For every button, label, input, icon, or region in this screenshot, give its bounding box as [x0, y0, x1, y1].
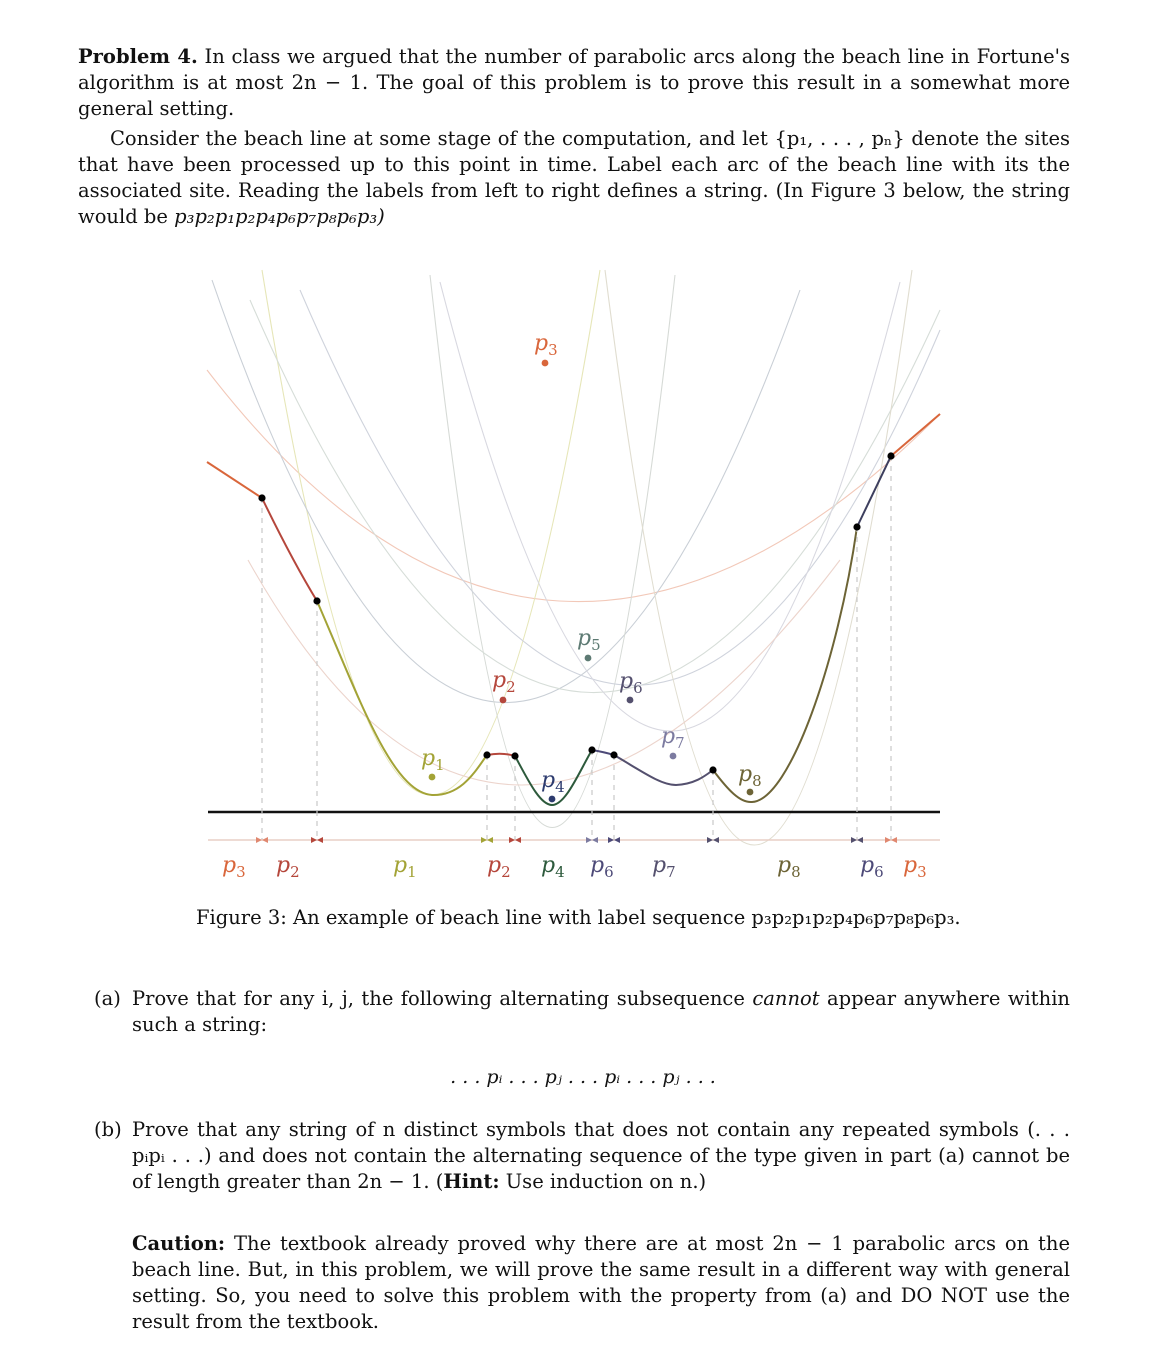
- seq-label: $p_8$: [777, 853, 801, 881]
- site-p2: [492, 668, 516, 703]
- site-p4: [541, 768, 565, 802]
- problem-setup-string: p₃p₂p₁p₂p₄p₆p₇p₈p₆p₃): [174, 205, 385, 228]
- caution: [132, 1231, 1070, 1335]
- site-label-p5: $p_5$: [577, 626, 601, 654]
- faint-parabola-p7: [440, 282, 900, 731]
- arc-p3-left: [207, 462, 262, 498]
- figure-caption: Figure 3: An example of beach line with label sequence p₃p₂p₁p₂p₄p₆p₇p₈p₆p₃.: [196, 906, 961, 929]
- part-a-tag: (a): [94, 987, 121, 1010]
- breakpoint: [258, 494, 265, 501]
- faint-parabola-p2: [212, 280, 800, 703]
- site-dot-p1: [429, 774, 436, 781]
- tick-1: [256, 837, 268, 843]
- site-label-p1: $p_1$: [421, 746, 445, 774]
- site-dot-p3: [542, 360, 549, 367]
- tick-2: [311, 837, 323, 843]
- part-b-text-1: Prove that any string of n distinct symbols that does not contain any repeated symbols (. . . pᵢpᵢ . . .) and does not contain the alternating sequence of the type given in part (a) cannot be of length greater than 2n − 1. (: [132, 1118, 1070, 1193]
- beach-line: [207, 414, 940, 805]
- part-a-body: [132, 986, 1070, 1038]
- part-b-text-2: Use induction on n.): [505, 1170, 707, 1193]
- tick-7: [707, 837, 719, 843]
- site-label-p4: $p_4$: [541, 768, 565, 796]
- breakpoint: [313, 597, 320, 604]
- breakpoint: [887, 452, 894, 459]
- part-b-hint-label: Hint:: [443, 1170, 500, 1193]
- problem-intro-text: In class we argued that the number of parabolic arcs along the beach line in Fortune's algorithm is at most 2n − 1. The goal of this problem is to prove this result in a somewhat more general setting.: [78, 45, 1070, 120]
- site-p1: [421, 746, 445, 780]
- tick-5: [586, 837, 598, 843]
- seq-label: $p_4$: [541, 853, 565, 881]
- breakpoint: [483, 751, 490, 758]
- seq-label: $p_2$: [487, 853, 511, 881]
- problem-heading: Problem 4.: [78, 45, 198, 68]
- part-a-text-1: Prove that for any i, j, the following alternating subsequence: [132, 987, 745, 1010]
- part-b-body: [132, 1117, 1070, 1195]
- site-p8: [738, 762, 762, 795]
- part-a: [94, 986, 1070, 1038]
- alternating-pattern: . . . pᵢ . . . pⱼ . . . pᵢ . . . pⱼ . . .: [450, 1066, 716, 1088]
- breakpoint: [610, 751, 617, 758]
- arc-p8: [713, 527, 857, 802]
- breakpoint: [709, 766, 716, 773]
- part-a-text-2: appear anywhere within such a string:: [132, 987, 1070, 1036]
- site-p6: [619, 669, 643, 703]
- beach-line-figure: [0, 260, 1166, 900]
- breakpoint: [588, 746, 595, 753]
- seq-label: $p_1$: [393, 853, 417, 881]
- site-p3: [534, 331, 558, 366]
- site-label-p6: $p_6$: [619, 669, 643, 697]
- seq-label: $p_7$: [652, 853, 676, 881]
- seq-label: $p_6$: [860, 853, 884, 881]
- arc-p6-right: [857, 456, 891, 527]
- site-label-p8: $p_8$: [738, 762, 762, 790]
- site-p7: [661, 724, 685, 759]
- part-b: [94, 1117, 1070, 1195]
- problem-setup-text: Consider the beach line at some stage of the computation, and let {p₁, . . . , pₙ} denote the sites that have been processed up to this point in time. Label each arc of the beach line with its the associated site. Reading the labels from left to right defines a string. (In Figure 3 below, the string would be: [78, 127, 1070, 228]
- arc-p7: [614, 755, 713, 785]
- part-a-emph: cannot: [752, 987, 820, 1010]
- problem-setup: [78, 126, 1070, 230]
- faint-parabola-p8: [605, 270, 912, 845]
- site-label-p2: $p_2$: [492, 668, 516, 696]
- site-label-p7: $p_7$: [661, 724, 685, 752]
- site-dot-p4: [549, 796, 556, 803]
- sequence-labels: [222, 853, 927, 881]
- caution-text: The textbook already proved why there are at most 2n − 1 parabolic arcs on the beach line. But, in this problem, we will prove the same result in a different way with general setting. So, you need to solve this problem with the property from (a) and DO NOT use the result from the textbook.: [132, 1232, 1070, 1333]
- seq-label: $p_6$: [590, 853, 614, 881]
- breakpoints: [258, 452, 894, 773]
- problem-intro: [78, 44, 1070, 122]
- site-dot-p7: [670, 753, 677, 760]
- site-p5: [577, 626, 601, 661]
- faint-parabola-p3: [207, 370, 940, 602]
- site-dot-p5: [585, 655, 592, 662]
- breakpoint: [853, 523, 860, 530]
- arc-p2-mid: [487, 754, 515, 756]
- caution-label: Caution:: [132, 1232, 226, 1255]
- seq-label: $p_3$: [903, 853, 927, 881]
- arc-p1: [317, 601, 487, 795]
- sites: [421, 331, 762, 802]
- seq-label: $p_2$: [276, 853, 300, 881]
- faint-parabola-p6: [300, 290, 940, 685]
- site-dot-p2: [500, 697, 507, 704]
- site-dot-p6: [627, 697, 634, 704]
- part-b-tag: (b): [94, 1118, 122, 1141]
- seq-label: $p_3$: [222, 853, 246, 881]
- faint-parabolas: [207, 270, 940, 845]
- site-label-p3: $p_3$: [534, 331, 558, 359]
- breakpoint: [511, 752, 518, 759]
